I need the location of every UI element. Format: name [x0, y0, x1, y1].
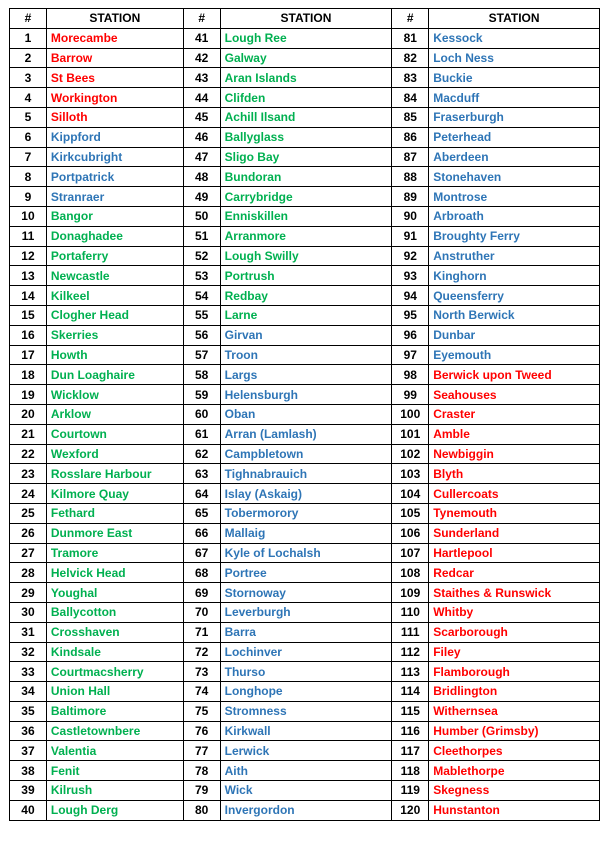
station-name: Hartlepool: [429, 543, 600, 563]
station-name: Stonehaven: [429, 167, 600, 187]
table-row: [10, 424, 600, 444]
station-name: Howth: [46, 345, 183, 365]
station-number: 18: [10, 365, 47, 385]
station-name: Staithes & Runswick: [429, 583, 600, 603]
table-row: [10, 721, 600, 741]
station-number: 30: [10, 602, 47, 622]
table-row: [10, 662, 600, 682]
station-number: 97: [392, 345, 429, 365]
station-number: 66: [183, 523, 220, 543]
station-number: 98: [392, 365, 429, 385]
station-name: Montrose: [429, 187, 600, 207]
station-name: Castletownbere: [46, 721, 183, 741]
station-number: 34: [10, 682, 47, 702]
station-number: 24: [10, 484, 47, 504]
station-name: Sligo Bay: [220, 147, 392, 167]
station-name: Valentia: [46, 741, 183, 761]
table-row: [10, 28, 600, 48]
station-number: 70: [183, 602, 220, 622]
station-number: 9: [10, 187, 47, 207]
station-name: Aith: [220, 761, 392, 781]
station-number: 109: [392, 583, 429, 603]
station-name: Anstruther: [429, 246, 600, 266]
station-name: Peterhead: [429, 127, 600, 147]
station-name: Leverburgh: [220, 602, 392, 622]
station-name: Blyth: [429, 464, 600, 484]
station-name: Donaghadee: [46, 226, 183, 246]
station-number: 75: [183, 701, 220, 721]
station-name: Tramore: [46, 543, 183, 563]
station-name: North Berwick: [429, 305, 600, 325]
station-number: 23: [10, 464, 47, 484]
station-name: Dunbar: [429, 325, 600, 345]
station-name: Cleethorpes: [429, 741, 600, 761]
station-number: 5: [10, 107, 47, 127]
table-row: [10, 305, 600, 325]
station-name: Kirkcubright: [46, 147, 183, 167]
station-name: Withernsea: [429, 701, 600, 721]
table-row: [10, 761, 600, 781]
table-row: [10, 286, 600, 306]
station-number: 119: [392, 781, 429, 801]
station-name: Tobermorory: [220, 503, 392, 523]
station-name: Girvan: [220, 325, 392, 345]
station-name: Arran (Lamlash): [220, 424, 392, 444]
station-number: 100: [392, 404, 429, 424]
station-name: Oban: [220, 404, 392, 424]
station-number: 64: [183, 484, 220, 504]
station-number: 53: [183, 266, 220, 286]
station-name: Baltimore: [46, 701, 183, 721]
station-header: STATION: [46, 9, 183, 29]
station-name: Islay (Askaig): [220, 484, 392, 504]
station-number: 3: [10, 68, 47, 88]
station-number: 45: [183, 107, 220, 127]
station-number: 60: [183, 404, 220, 424]
station-name: Portree: [220, 563, 392, 583]
table-row: [10, 107, 600, 127]
station-number: 78: [183, 761, 220, 781]
station-number: 40: [10, 800, 47, 820]
station-name: Seahouses: [429, 385, 600, 405]
station-number: 52: [183, 246, 220, 266]
station-number: 43: [183, 68, 220, 88]
station-number: 1: [10, 28, 47, 48]
station-name: Stornoway: [220, 583, 392, 603]
station-number: 54: [183, 286, 220, 306]
station-number: 46: [183, 127, 220, 147]
station-name: Whitby: [429, 602, 600, 622]
station-number: 104: [392, 484, 429, 504]
station-name: Dunmore East: [46, 523, 183, 543]
station-number: 38: [10, 761, 47, 781]
station-name: Berwick upon Tweed: [429, 365, 600, 385]
station-name: Carrybridge: [220, 187, 392, 207]
station-number: 91: [392, 226, 429, 246]
station-number: 90: [392, 206, 429, 226]
table-row: [10, 741, 600, 761]
station-name: Silloth: [46, 107, 183, 127]
table-row: [10, 800, 600, 820]
station-number: 120: [392, 800, 429, 820]
station-number: 79: [183, 781, 220, 801]
station-number: 65: [183, 503, 220, 523]
station-name: Buckie: [429, 68, 600, 88]
number-header: #: [183, 9, 220, 29]
station-number: 99: [392, 385, 429, 405]
table-row: [10, 226, 600, 246]
station-number: 77: [183, 741, 220, 761]
station-number: 22: [10, 444, 47, 464]
station-name: Workington: [46, 88, 183, 108]
table-row: [10, 781, 600, 801]
station-number: 33: [10, 662, 47, 682]
station-name: Skegness: [429, 781, 600, 801]
station-number: 108: [392, 563, 429, 583]
station-name: Arranmore: [220, 226, 392, 246]
station-number: 11: [10, 226, 47, 246]
station-number: 72: [183, 642, 220, 662]
station-number: 59: [183, 385, 220, 405]
station-name: Lough Ree: [220, 28, 392, 48]
table-row: [10, 266, 600, 286]
station-name: Loch Ness: [429, 48, 600, 68]
station-name: Sunderland: [429, 523, 600, 543]
station-number: 94: [392, 286, 429, 306]
table-row: [10, 48, 600, 68]
table-row: [10, 68, 600, 88]
table-row: [10, 583, 600, 603]
station-name: Flamborough: [429, 662, 600, 682]
station-name: Morecambe: [46, 28, 183, 48]
station-number: 67: [183, 543, 220, 563]
station-number: 114: [392, 682, 429, 702]
station-number: 44: [183, 88, 220, 108]
station-number: 101: [392, 424, 429, 444]
station-number: 56: [183, 325, 220, 345]
station-name: Aran Islands: [220, 68, 392, 88]
station-name: Kessock: [429, 28, 600, 48]
table-row: [10, 543, 600, 563]
table-row: [10, 187, 600, 207]
station-number: 73: [183, 662, 220, 682]
station-name: Bridlington: [429, 682, 600, 702]
station-name: Bundoran: [220, 167, 392, 187]
station-name: Ballycotton: [46, 602, 183, 622]
station-name: Lough Swilly: [220, 246, 392, 266]
station-name: Fethard: [46, 503, 183, 523]
station-name: Clogher Head: [46, 305, 183, 325]
station-number: 7: [10, 147, 47, 167]
station-name: Newbiggin: [429, 444, 600, 464]
station-name: Wick: [220, 781, 392, 801]
station-name: Portaferry: [46, 246, 183, 266]
station-number: 42: [183, 48, 220, 68]
station-name: Kilkeel: [46, 286, 183, 306]
header-row: [10, 9, 600, 29]
station-name: Redbay: [220, 286, 392, 306]
station-name: Largs: [220, 365, 392, 385]
station-name: Lochinver: [220, 642, 392, 662]
station-name: Kilmore Quay: [46, 484, 183, 504]
station-number: 81: [392, 28, 429, 48]
station-number: 89: [392, 187, 429, 207]
station-number: 82: [392, 48, 429, 68]
station-number: 88: [392, 167, 429, 187]
station-number: 112: [392, 642, 429, 662]
station-name: Lerwick: [220, 741, 392, 761]
station-name: Arbroath: [429, 206, 600, 226]
station-name: Courtmacsherry: [46, 662, 183, 682]
station-number: 92: [392, 246, 429, 266]
station-name: Scarborough: [429, 622, 600, 642]
station-name: Clifden: [220, 88, 392, 108]
table-row: [10, 88, 600, 108]
station-number: 20: [10, 404, 47, 424]
table-row: [10, 167, 600, 187]
station-name: Mallaig: [220, 523, 392, 543]
station-name: Dun Loaghaire: [46, 365, 183, 385]
table-row: [10, 523, 600, 543]
station-name: Portpatrick: [46, 167, 183, 187]
station-name: Wexford: [46, 444, 183, 464]
station-number: 96: [392, 325, 429, 345]
table-row: [10, 444, 600, 464]
station-header: STATION: [220, 9, 392, 29]
station-name: Galway: [220, 48, 392, 68]
station-number: 17: [10, 345, 47, 365]
station-number: 19: [10, 385, 47, 405]
station-name: Youghal: [46, 583, 183, 603]
station-number: 27: [10, 543, 47, 563]
table-row: [10, 206, 600, 226]
station-name: Arklow: [46, 404, 183, 424]
station-name: Kyle of Lochalsh: [220, 543, 392, 563]
station-name: Craster: [429, 404, 600, 424]
table-row: [10, 325, 600, 345]
station-name: Kindsale: [46, 642, 183, 662]
station-name: Courtown: [46, 424, 183, 444]
station-name: Helensburgh: [220, 385, 392, 405]
table-row: [10, 642, 600, 662]
station-number: 13: [10, 266, 47, 286]
station-header: STATION: [429, 9, 600, 29]
station-number: 41: [183, 28, 220, 48]
station-name: Barrow: [46, 48, 183, 68]
table-row: [10, 622, 600, 642]
station-number: 55: [183, 305, 220, 325]
station-number: 58: [183, 365, 220, 385]
station-number: 16: [10, 325, 47, 345]
number-header: #: [392, 9, 429, 29]
station-number: 74: [183, 682, 220, 702]
table-row: [10, 127, 600, 147]
station-number: 12: [10, 246, 47, 266]
station-number: 111: [392, 622, 429, 642]
station-number: 48: [183, 167, 220, 187]
station-number: 49: [183, 187, 220, 207]
station-name: Stromness: [220, 701, 392, 721]
station-name: Ballyglass: [220, 127, 392, 147]
station-number: 51: [183, 226, 220, 246]
table-row: [10, 404, 600, 424]
station-name: Enniskillen: [220, 206, 392, 226]
station-number: 50: [183, 206, 220, 226]
station-number: 21: [10, 424, 47, 444]
station-name: Broughty Ferry: [429, 226, 600, 246]
station-number: 2: [10, 48, 47, 68]
station-name: Stranraer: [46, 187, 183, 207]
station-number: 110: [392, 602, 429, 622]
station-number: 83: [392, 68, 429, 88]
station-name: Hunstanton: [429, 800, 600, 820]
table-row: [10, 701, 600, 721]
station-number: 14: [10, 286, 47, 306]
station-number: 87: [392, 147, 429, 167]
station-number: 36: [10, 721, 47, 741]
station-name: Skerries: [46, 325, 183, 345]
station-name: Redcar: [429, 563, 600, 583]
station-number: 93: [392, 266, 429, 286]
station-name: Amble: [429, 424, 600, 444]
station-name: Wicklow: [46, 385, 183, 405]
station-number: 35: [10, 701, 47, 721]
station-number: 80: [183, 800, 220, 820]
table-row: [10, 147, 600, 167]
station-number: 84: [392, 88, 429, 108]
station-number: 31: [10, 622, 47, 642]
station-table: [9, 8, 600, 821]
table-row: [10, 503, 600, 523]
table-row: [10, 385, 600, 405]
station-number: 25: [10, 503, 47, 523]
station-number: 62: [183, 444, 220, 464]
table-row: [10, 563, 600, 583]
station-number: 106: [392, 523, 429, 543]
table-row: [10, 464, 600, 484]
station-number: 69: [183, 583, 220, 603]
table-row: [10, 682, 600, 702]
station-name: Bangor: [46, 206, 183, 226]
station-name: Longhope: [220, 682, 392, 702]
station-number: 113: [392, 662, 429, 682]
station-number: 85: [392, 107, 429, 127]
table-row: [10, 345, 600, 365]
station-name: Tighnabrauich: [220, 464, 392, 484]
station-name: Portrush: [220, 266, 392, 286]
station-name: Larne: [220, 305, 392, 325]
station-number: 10: [10, 206, 47, 226]
station-name: Helvick Head: [46, 563, 183, 583]
station-number: 95: [392, 305, 429, 325]
station-number: 71: [183, 622, 220, 642]
station-name: Fraserburgh: [429, 107, 600, 127]
station-number: 8: [10, 167, 47, 187]
station-number: 47: [183, 147, 220, 167]
station-number: 37: [10, 741, 47, 761]
station-name: Kirkwall: [220, 721, 392, 741]
station-name: Newcastle: [46, 266, 183, 286]
station-number: 15: [10, 305, 47, 325]
station-number: 26: [10, 523, 47, 543]
number-header: #: [10, 9, 47, 29]
station-name: Filey: [429, 642, 600, 662]
station-name: Aberdeen: [429, 147, 600, 167]
station-number: 4: [10, 88, 47, 108]
station-name: Kilrush: [46, 781, 183, 801]
station-number: 61: [183, 424, 220, 444]
station-name: Rosslare Harbour: [46, 464, 183, 484]
station-name: Humber (Grimsby): [429, 721, 600, 741]
station-number: 102: [392, 444, 429, 464]
station-name: Thurso: [220, 662, 392, 682]
station-number: 28: [10, 563, 47, 583]
station-name: Barra: [220, 622, 392, 642]
station-number: 107: [392, 543, 429, 563]
station-number: 68: [183, 563, 220, 583]
station-number: 6: [10, 127, 47, 147]
station-name: Tynemouth: [429, 503, 600, 523]
station-number: 63: [183, 464, 220, 484]
station-number: 57: [183, 345, 220, 365]
station-name: Union Hall: [46, 682, 183, 702]
station-number: 116: [392, 721, 429, 741]
station-name: Queensferry: [429, 286, 600, 306]
station-number: 76: [183, 721, 220, 741]
station-name: Campbletown: [220, 444, 392, 464]
table-row: [10, 484, 600, 504]
station-name: St Bees: [46, 68, 183, 88]
station-number: 105: [392, 503, 429, 523]
station-name: Lough Derg: [46, 800, 183, 820]
station-name: Fenit: [46, 761, 183, 781]
station-name: Troon: [220, 345, 392, 365]
station-number: 29: [10, 583, 47, 603]
station-name: Eyemouth: [429, 345, 600, 365]
station-number: 103: [392, 464, 429, 484]
station-number: 117: [392, 741, 429, 761]
station-number: 115: [392, 701, 429, 721]
station-name: Achill Ilsand: [220, 107, 392, 127]
station-number: 39: [10, 781, 47, 801]
table-row: [10, 602, 600, 622]
station-name: Kippford: [46, 127, 183, 147]
station-name: Crosshaven: [46, 622, 183, 642]
station-name: Invergordon: [220, 800, 392, 820]
station-number: 86: [392, 127, 429, 147]
station-name: Kinghorn: [429, 266, 600, 286]
table-row: [10, 246, 600, 266]
station-name: Cullercoats: [429, 484, 600, 504]
station-name: Macduff: [429, 88, 600, 108]
station-name: Mablethorpe: [429, 761, 600, 781]
table-row: [10, 365, 600, 385]
station-number: 32: [10, 642, 47, 662]
station-number: 118: [392, 761, 429, 781]
